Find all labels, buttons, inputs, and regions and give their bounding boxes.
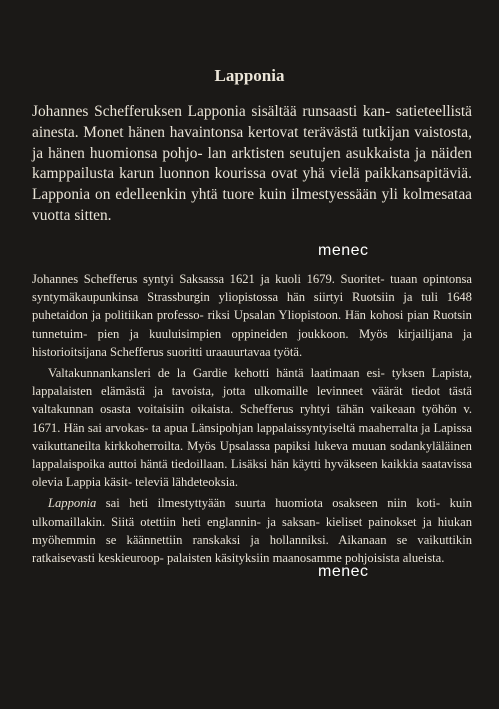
text-line: Johannes Schefferus syntyi Saksassa 1621 ja kuoli 1679. Suoritet- [32,272,385,286]
intro-line: Johannes Schefferuksen Lapponia sisältää runsaasti kan- [32,103,391,120]
text-line: televiä lähdeteoksia. [135,475,238,490]
text-line: muuan sodankyläläinen lappalaispoika auttoi häntä tiedoillaan. [32,438,472,472]
intro-line: lan arktisten seutujen asukkaista ja näiden kamppailusta [32,144,472,183]
text-line: Schefferus ryhtyi tähän vaikeaan työhön v. 1671. Hän sai arvokas- [32,402,472,435]
book-title-italic: Lapponia [48,496,97,511]
text-line: Valtakunnankansleri de la Gardie kehotti häntä laatimaan esi- [48,366,385,381]
watermark: menec [318,563,369,580]
text-line: koti- kuin ulkomaillakin. Siitä otettiin heti englannin- ja saksan- [32,496,473,529]
text-line: palaisten käsityksiin maanosamme pohjoisista alueista. [167,551,445,566]
intro-line: Lapponia on edelleenkin yhtä tuore kuin ilmestyessään [32,186,377,204]
text-line: tuaan opintonsa syntymäkaupunkinsa Strassburgin yliopistossa [32,272,472,305]
paragraph-reception [32,494,472,567]
paragraph-biography [32,270,472,361]
body-text [32,270,472,570]
watermark: menec [318,242,369,259]
text-line: sai heti ilmestyttyään suurta huomiota osakseen niin [96,496,407,511]
text-line: pien ja kuuluisimpien oppineiden joukkoon. Myös kirjailijana ja [97,326,472,341]
intro-line: karun luonnon kourissa ovat yhä vielä paikkansapitäviä. [119,165,472,183]
paragraph-commission [32,364,472,491]
text-line: levinneet väärät tiedot tästä valtakunnan osasta voitaisiin oikaista. [32,384,472,417]
intro-paragraph [32,102,472,227]
text-line: ja hollanniksi. Aikanaan se vaikuttikin ratkaisevasti keskieuroop- [32,532,472,566]
text-line: ta apua Länsipohjan lappalaissyntyiseltä maaherralta ja Lapissa [151,420,472,435]
intro-line: terävästä tutkijan vaistosta, ja hänen huomionsa pohjo- [32,123,472,162]
intro-line: satieteellistä ainesta. Monet hänen havaintonsa kertovat [32,103,472,141]
text-line: tyksen Lapista, lappalaisten elämästä ja tavoista, jotta ulkomaille [32,366,473,399]
text-line: historioitsijana Schefferus suoritti uraauurtavaa työtä. [32,344,303,359]
text-line: Lisäksi hän käytti hyväkseen kaikkia saatavissa olevia Lappia käsit- [32,457,472,490]
text-line: riksi Upsalan Yliopistoon. Hän kohosi pian Ruotsin tunnetuim- [32,308,472,341]
text-line: vaikuttaneilta kirkkoherroilta. Myös Upsalassa papiksi lukeva [32,438,348,453]
text-line: hän siirtyi Ruotsiin ja tuli 1648 puhetaidon ja politiikan professo- [32,290,472,323]
intro-line: yli kolmesataa vuotta sitten. [32,186,472,224]
text-line: kieliset painokset ja hiukan myöhemmin se käännettiin ranskaksi [32,514,472,547]
page-title: Lapponia [214,66,285,85]
